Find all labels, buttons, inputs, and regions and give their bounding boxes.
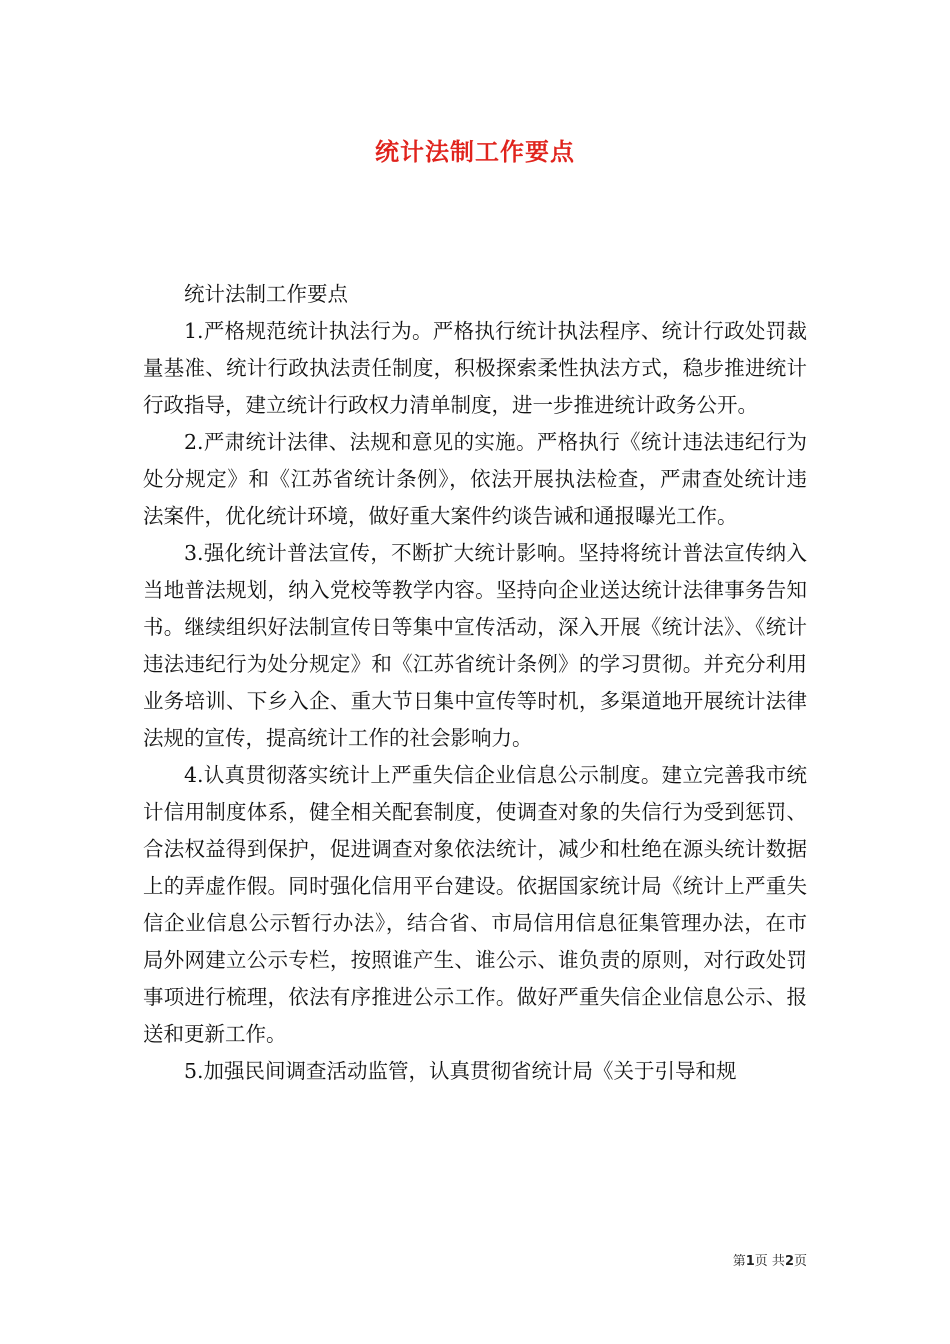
footer-total-pages: 2: [784, 1254, 794, 1269]
paragraph-3: 3.强化统计普法宣传，不断扩大统计影响。坚持将统计普法宣传纳入当地普法规划，纳入党校等教学内容。坚持向企业送达统计法律事务告知书。继续组织好法制宣传日等集中宣传活动，深入开展《统计法》、《统计违法违纪行为处分规定》和《江苏省统计条例》的学习贯彻。并充分利用业务培训、下乡入企、重大节日集中宣传等时机，多渠道地开展统计法律法规的宣传，提高统计工作的社会影响力。: [143, 541, 807, 750]
paragraph-2: 2.严肃统计法律、法规和意见的实施。严格执行《统计违法违纪行为处分规定》和《江苏省统计条例》，依法开展执法检查，严肃查处统计违法案件，优化统计环境，做好重大案件约谈告诫和通报曝光工作。: [143, 430, 807, 528]
footer-current-page: 1: [745, 1254, 755, 1269]
body-subtitle: 统计法制工作要点: [184, 282, 348, 306]
document-body: [143, 276, 807, 1090]
page-footer: [733, 1250, 807, 1269]
footer-middle: 页 共: [754, 1254, 785, 1269]
paragraph-4: 4.认真贯彻落实统计上严重失信企业信息公示制度。建立完善我市统计信用制度体系，健全相关配套制度，使调查对象的失信行为受到惩罚、合法权益得到保护，促进调查对象依法统计，减少和杜绝在源头统计数据上的弄虚作假。同时强化信用平台建设。依据国家统计局《统计上严重失信企业信息公示暂行办法》，结合省、市局信用信息征集管理办法，在市局外网建立公示专栏，按照谁产生、谁公示、谁负责的原则，对行政处罚事项进行梳理，依法有序推进公示工作。做好严重失信企业信息公示、报送和更新工作。: [143, 763, 807, 1046]
document-title: 统计法制工作要点: [375, 137, 575, 166]
footer-suffix: 页: [793, 1254, 807, 1269]
footer-prefix: 第: [732, 1254, 746, 1269]
paragraph-5: 5.加强民间调查活动监管，认真贯彻省统计局《关于引导和规: [184, 1059, 737, 1083]
paragraph-1: 1.严格规范统计执法行为。严格执行统计执法程序、统计行政处罚裁量基准、统计行政执法责任制度，积极探索柔性执法方式，稳步推进统计行政指导，建立统计行政权力清单制度，进一步推进统计政务公开。: [143, 319, 807, 417]
